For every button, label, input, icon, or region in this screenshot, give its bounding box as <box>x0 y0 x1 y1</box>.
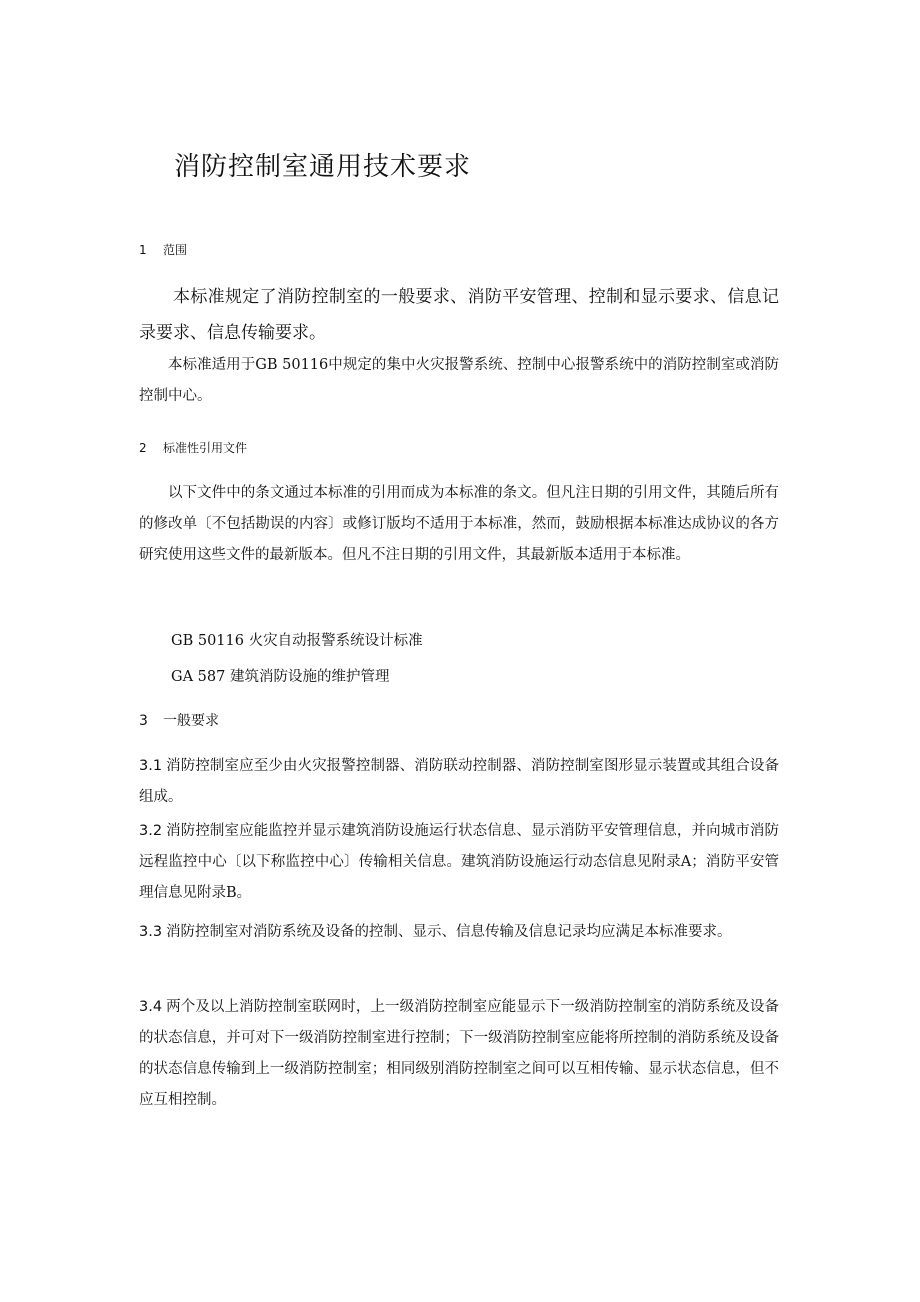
reference-item: GB 50116 火灾自动报警系统设计标准 <box>171 633 423 649</box>
scope-paragraph-1: 本标准规定了消防控制室的一般要求、消防平安管理、控制和显示要求、信息记录要求、信息传输要求。 <box>139 287 779 343</box>
section-title: 范围 <box>163 243 188 257</box>
clause-3-4 <box>139 992 779 1116</box>
clause-number: 3.2 <box>139 823 163 839</box>
document-title: 消防控制室通用技术要求 <box>174 152 472 182</box>
clause-text: 两个及以上消防控制室联网时，上一级消防控制室应能显示下一级消防控制室的消防系统及设备的状态信息，并可对下一级消防控制室进行控制；下一级消防控制室应能将所控制的消防系统及设备的状态信息传输到上一级消防控制室；相同级别消防控制室之间可以互相传输、显示状态信息，但不应互相控制。 <box>139 999 779 1108</box>
section-heading-scope <box>139 241 187 258</box>
section-heading-general <box>139 710 219 730</box>
reference-item: GA 587 建筑消防设施的维护管理 <box>171 669 390 685</box>
references-paragraph: 以下文件中的条文通过本标准的引用而成为本标准的条文。但凡注日期的引用文件，其随后所有的修改单〔不包括勘误的内容〕或修订版均不适用于本标准，然而，鼓励根据本标准达成协议的各方研究使用这些文件的最新版本。但凡不注日期的引用文件，其最新版本适用于本标准。 <box>139 485 779 563</box>
clause-3-2 <box>139 816 779 909</box>
scope-paragraph-2: 本标准适用于GB 50116中规定的集中火灾报警系统、控制中心报警系统中的消防控制室或消防控制中心。 <box>139 357 779 404</box>
section-title: 标准性引用文件 <box>163 441 248 455</box>
clause-number: 3.3 <box>139 924 163 940</box>
clause-3-1 <box>139 751 779 813</box>
section-title: 一般要求 <box>163 713 219 729</box>
clause-text: 消防控制室应能监控并显示建筑消防设施运行状态信息、显示消防平安管理信息，并向城市消防远程监控中心〔以下称监控中心〕传输相关信息。建筑消防设施运行动态信息见附录A；消防平安管理信息见附录B。 <box>139 823 779 901</box>
clause-text: 消防控制室对消防系统及设备的控制、显示、信息传输及信息记录均应满足本标准要求。 <box>166 924 732 940</box>
section-number: 3 <box>139 713 148 729</box>
clause-number: 3.1 <box>139 758 163 774</box>
section-number: 1 <box>139 243 147 257</box>
section-heading-references <box>139 439 247 456</box>
clause-3-3 <box>139 917 779 948</box>
clause-number: 3.4 <box>139 999 163 1015</box>
section-number: 2 <box>139 441 147 455</box>
clause-text: 消防控制室应至少由火灾报警控制器、消防联动控制器、消防控制室图形显示装置或其组合设备组成。 <box>139 758 779 805</box>
